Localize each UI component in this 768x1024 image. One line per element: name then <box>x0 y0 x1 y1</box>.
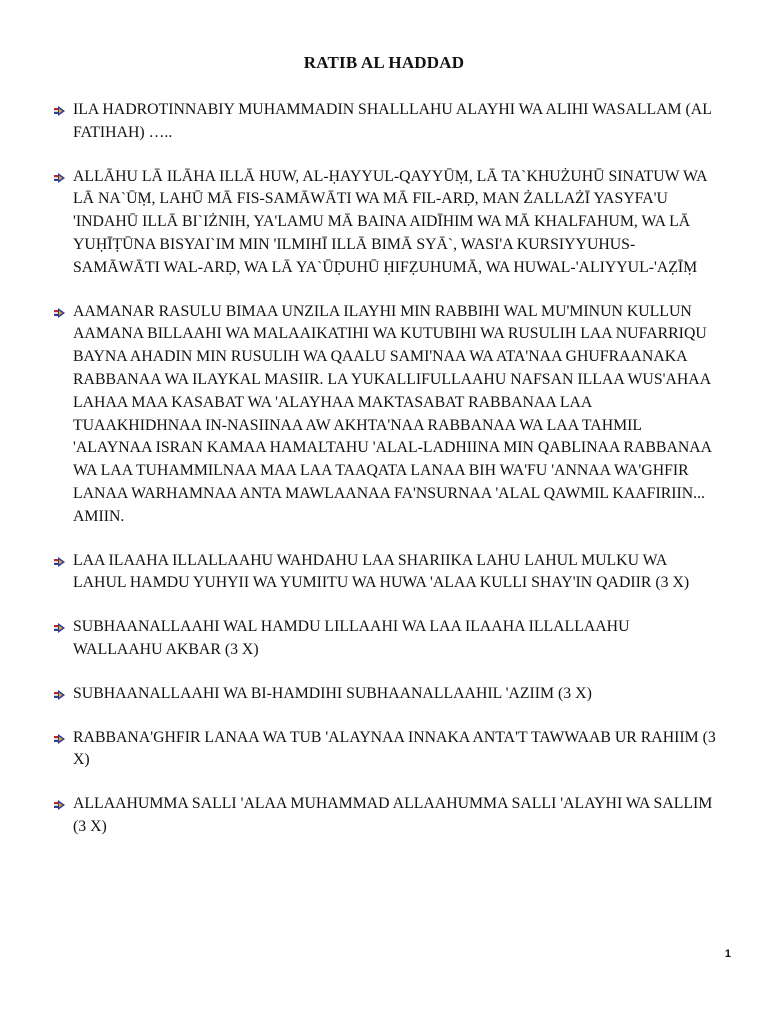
arrow-bullet-icon <box>54 172 66 184</box>
arrow-bullet-icon <box>54 307 66 319</box>
list-item-text: AAMANAR RASULU BIMAA UNZILA ILAYHI MIN RABBIHI WAL MU'MINUN KULLUN AAMANA BILLAAHI WA MALAAIKATIHI WA KUTUBIHI WA RUSULIH LAA NUFARRIQU BAYNA AHADIN MIN RUSULIH WA QAALU SAMI'NAA WA ATA'NAA GHUFRAANAKA RABBANAA WA ILAYKAL MASIIR. LA YUKALLIFULLAAHU NAFSAN ILLAA WUS'AHAA LAHAA MAA KASABAT WA 'ALAYHAA MAKTASABAT RABBANAA LAA TUAAKHIDHNAA IN-NASIINAA AW AKHTA'NAA RABBANAA WA LAA TAHMIL 'ALAYNAA ISRAN KAMAA HAMALTAHU 'ALAL-LADHIINA MIN QABLINAA RABBANAA WA LAA TUHAMMILNAA MAA LAA TAAQATA LANAA BIH WA'FU 'ANNAA WA'GHFIR LANAA WARHAMNAA ANTA MAWLAANAA FA'NSURNAA 'ALAL QAWMIL KAAFIRIIN... AMIIN. <box>73 302 712 525</box>
dhikr-list <box>52 99 718 860</box>
arrow-bullet-icon <box>54 105 66 117</box>
list-item <box>52 550 718 596</box>
page-number: 1 <box>724 948 731 960</box>
list-item <box>52 166 718 280</box>
list-item-text: SUBHAANALLAAHI WA BI-HAMDIHI SUBHAANALLAAHIL 'AZIIM (3 X) <box>73 684 592 702</box>
list-item-text: ALLAAHUMMA SALLI 'ALAA MUHAMMAD ALLAAHUMMA SALLI 'ALAYHI WA SALLIM (3 X) <box>73 795 713 835</box>
list-item-text: ILA HADROTINNABIY MUHAMMADIN SHALLLAHU ALAYHI WA ALIHI WASALLAM (AL FATIHAH) ….. <box>73 101 712 141</box>
list-item <box>52 683 718 706</box>
arrow-bullet-icon <box>54 799 66 811</box>
arrow-bullet-icon <box>54 556 66 568</box>
arrow-bullet-icon <box>54 622 66 634</box>
list-item <box>52 616 718 662</box>
list-item <box>52 793 718 839</box>
list-item-text: SUBHAANALLAAHI WAL HAMDU LILLAAHI WA LAA ILAAHA ILLALLAAHU WALLAAHU AKBAR (3 X) <box>73 618 630 658</box>
list-item-text: RABBANA'GHFIR LANAA WA TUB 'ALAYNAA INNAKA ANTA'T TAWWAAB UR RAHIIM (3 X) <box>73 728 716 769</box>
arrow-bullet-icon <box>54 733 66 745</box>
list-item <box>52 99 718 145</box>
list-item <box>52 301 718 529</box>
list-item <box>52 727 718 773</box>
list-item-text: LAA ILAAHA ILLALLAAHU WAHDAHU LAA SHARIIKA LAHU LAHUL MULKU WA LAHUL HAMDU YUHYII WA YUMIITU WA HUWA 'ALAA KULLI SHAY'IN QADIIR (3 X) <box>73 551 690 592</box>
document-title: RATIB AL HADDAD <box>303 53 465 72</box>
list-item-text: ALLĀHU LĀ ILĀHA ILLĀ HUW, AL-ḤAYYUL-QAYYŪṂ, LĀ TA`KHUŻUHŪ SINATUW WA LĀ NA`ŪṂ, LAHŪ MĀ FIS-SAMĀWĀTI WA MĀ FIL-ARḌ, MAN ŻALLAŻĪ YASYFA'U 'INDAHŪ ILLĀ BI`IŻNIH, YA'LAMU MĀ BAINA AIDĪHIM WA MĀ KHALFAHUM, WA LĀ YUḤĪṬŪNA BISYAI`IM MIN 'ILMIHĪ ILLĀ BIMĀ SYĀ`, WASI'A KURSIYYUHUS-SAMĀWĀTI WAL-ARḌ, WA LĀ YA`ŪḌUHŪ ḤIFẒUHUMĀ, WA HUWAL-'ALIYYUL-'AẒĪṂ <box>73 167 707 276</box>
arrow-bullet-icon <box>54 689 66 701</box>
